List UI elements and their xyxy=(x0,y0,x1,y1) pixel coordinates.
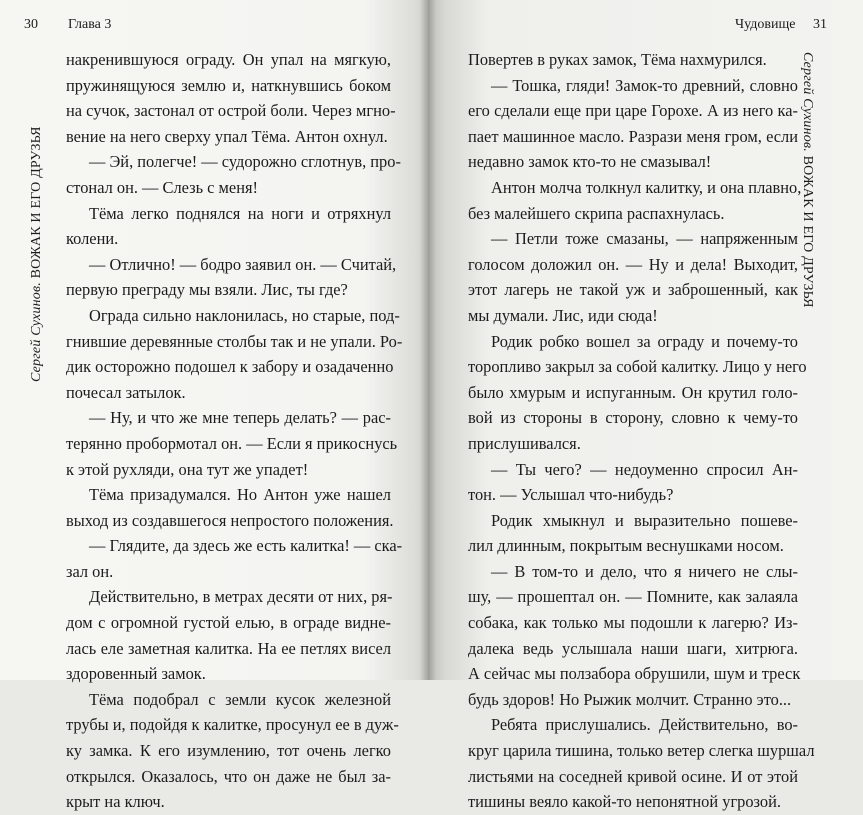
text-line: открылся. Оказалось, что он даже не был за- xyxy=(66,766,391,786)
left-page xyxy=(0,0,428,812)
text-line: торопливо закрыл за собой калитку. Лицо у него xyxy=(468,357,807,377)
text-line: Ограда сильно наклонилась, но старые, под- xyxy=(89,305,400,325)
text-line: Родик робко вошел за ограду и почему-то xyxy=(491,331,798,351)
text-line: мы думали. Лис, иди сюда! xyxy=(468,305,658,325)
left-side-title xyxy=(29,126,45,382)
text-line: крыт на ключ. xyxy=(66,792,165,812)
book-gutter xyxy=(420,0,436,680)
text-line: к этой рухляди, она тут же упадет! xyxy=(66,459,309,479)
left-page-number: 30 xyxy=(24,17,38,32)
text-line: — Глядите, да здесь же есть калитка! — ска- xyxy=(89,536,403,556)
text-line: лил длинным, покрытым веснушками носом. xyxy=(468,536,784,556)
text-line: прислушивался. xyxy=(468,433,581,453)
text-line: почесал затылок. xyxy=(66,382,186,402)
text-line: круг царила тишина, только ветер слегка шуршал xyxy=(468,741,815,761)
text-line: — Ты чего? — недоуменно спросил Ан- xyxy=(491,459,798,479)
text-line: Тёма подобрал с земли кусок железной xyxy=(89,689,391,709)
text-line: далека ведь услышала наши шаги, хитрюга. xyxy=(468,638,798,658)
text-line: шу, — прошептал он. — Помните, как залаяла xyxy=(468,587,798,607)
text-line: — В том-то и дело, что я ничего не слы- xyxy=(491,561,798,581)
text-line: — Петли тоже смазаны, — напряженным xyxy=(491,229,798,249)
left-running-head: Глава 3 xyxy=(68,17,112,32)
left-side-author: Сергей Сухинов. xyxy=(29,282,44,382)
text-line: здоровенный замок. xyxy=(66,664,206,684)
text-line: Антон молча толкнул калитку, и она плавно, xyxy=(491,177,802,197)
text-line: зал он. xyxy=(66,561,114,581)
text-line: было хмурым и испуганным. Он крутил голо- xyxy=(468,382,798,402)
text-line: пружинящуюся землю и, наткнувшись боком xyxy=(66,75,391,95)
text-line: на сучок, застонал от острой боли. Через мгно- xyxy=(66,101,396,121)
text-line: голосом доложил он. — Ну и дела! Выходит, xyxy=(468,254,798,274)
left-side-book-title: ВОЖАК И ЕГО ДРУЗЬЯ xyxy=(29,126,44,279)
right-running-head: Чудовище xyxy=(735,17,796,32)
text-line: Родик хмыкнул и выразительно пошеве- xyxy=(491,510,798,530)
text-line: ку замка. К его изумлению, тот очень легко xyxy=(66,741,391,761)
text-line: стонал он. — Слезь с меня! xyxy=(66,177,258,197)
text-line: недавно замок кто-то не смазывал! xyxy=(468,152,712,172)
text-line: Повертев в руках замок, Тёма нахмурился. xyxy=(468,50,767,69)
right-page xyxy=(428,0,863,812)
text-line: пает машинное масло. Разрази меня гром, если xyxy=(468,126,798,146)
text-line: Тёма призадумался. Но Антон уже нашел xyxy=(89,485,391,505)
text-line: Тёма легко поднялся на ноги и отряхнул xyxy=(89,203,391,223)
text-line: этот лагерь не такой уж и заброшенный, как xyxy=(468,280,798,300)
text-line: первую преграду мы взяли. Лис, ты где? xyxy=(66,280,348,300)
text-line: лась еле заметная калитка. На ее петлях висел xyxy=(66,638,391,658)
text-line: — Отлично! — бодро заявил он. — Считай, xyxy=(89,254,397,274)
text-line: выход из создавшегося непростого положения. xyxy=(66,510,394,530)
text-line: Действительно, в метрах десяти от них, ря- xyxy=(89,587,393,607)
text-line: тон. — Услышал что-нибудь? xyxy=(468,485,674,505)
text-line: дом с огромной густой елью, в ограде виднe- xyxy=(66,613,391,633)
text-line: тишины веяло какой-то непонятной угрозой. xyxy=(468,792,781,812)
text-line: дик осторожно подошел к забору и озадаченно xyxy=(66,357,394,377)
text-line: Ребята прислушались. Действительно, во- xyxy=(491,715,798,735)
text-line: — Эй, полегче! — судорожно сглотнув, про- xyxy=(89,152,401,172)
text-line: — Ну, и что же мне теперь делать? — рас- xyxy=(89,408,391,428)
text-line: А сейчас мы ползабора обрушили, шум и треск xyxy=(468,664,801,684)
text-line: терянно пробормотал он. — Если я прикоснусь xyxy=(66,433,398,453)
text-line: будь здоров! Но Рыжик молчит. Странно это... xyxy=(468,689,792,709)
text-line: накренившуюся ограду. Он упал на мягкую, xyxy=(66,50,391,69)
right-side-title xyxy=(799,52,815,308)
text-line: трубы и, подойдя к калитке, просунул ее в дуж- xyxy=(66,715,399,735)
left-body-text xyxy=(66,47,403,815)
text-line: собака, как только мы подошли к лагерю? Из- xyxy=(468,613,798,633)
right-side-author: Сергей Сухинов. xyxy=(800,52,815,152)
text-line: гнившие деревянные столбы так и не упали. Ро- xyxy=(66,331,403,351)
text-line: без малейшего скрипа распахнулась. xyxy=(468,203,725,223)
right-side-book-title: ВОЖАК И ЕГО ДРУЗЬЯ xyxy=(800,155,815,308)
text-line: вение на него сверху упал Тёма. Антон охнул. xyxy=(66,126,388,146)
text-line: вой из стороны в сторону, словно к чему-то xyxy=(468,408,798,428)
right-page-number: 31 xyxy=(813,17,827,32)
text-line: его сделали еще при царе Горохе. А из него ка- xyxy=(468,101,798,121)
text-line: колени. xyxy=(66,229,119,249)
text-line: листьями на соседней кривой осине. И от этой xyxy=(468,766,798,786)
text-line: — Тошка, гляди! Замок-то древний, словно xyxy=(491,75,798,95)
